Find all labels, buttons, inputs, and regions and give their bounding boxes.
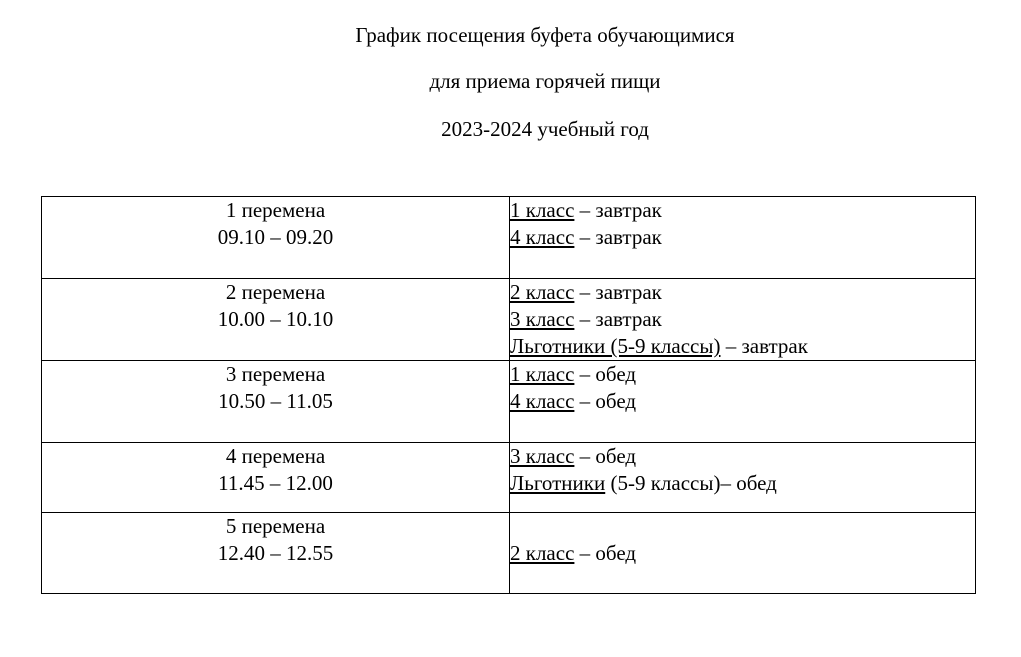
class-group: 1 класс [510, 362, 575, 386]
meal-entry [510, 333, 975, 360]
meal-entry [510, 197, 975, 224]
break-name: 2 перемена [225, 280, 326, 304]
break-cell [42, 279, 510, 361]
meal-entry [510, 388, 975, 415]
break-name: 1 перемена [225, 198, 326, 222]
break-cell [42, 197, 510, 279]
meals-cell [510, 361, 976, 443]
class-group: 3 класс [510, 444, 575, 468]
class-group: 4 класс [510, 225, 575, 249]
break-cell [42, 443, 510, 513]
meal-type: – завтрак [720, 334, 808, 358]
break-time: 10.50 – 11.05 [218, 389, 333, 413]
meals-cell [510, 443, 976, 513]
class-group: 1 класс [510, 198, 575, 222]
table-row [42, 197, 976, 279]
meal-type: – завтрак [574, 280, 662, 304]
break-time: 12.40 – 12.55 [217, 541, 334, 565]
meal-entry [510, 224, 975, 251]
table-row [42, 443, 976, 513]
meal-entry [510, 361, 975, 388]
break-cell [42, 513, 510, 594]
schedule-table [41, 196, 976, 594]
meals-cell [510, 197, 976, 279]
meal-entry [510, 279, 975, 306]
meal-entry [510, 470, 975, 497]
meals-cell [510, 279, 976, 361]
meal-type: – обед [574, 541, 637, 565]
meal-entry [510, 306, 975, 333]
meal-type: (5-9 классы)– обед [605, 471, 777, 495]
class-group: 3 класс [510, 307, 575, 331]
table-row [42, 279, 976, 361]
class-group: 2 класс [510, 541, 575, 565]
break-time: 10.00 – 10.10 [217, 307, 334, 331]
table-row [42, 513, 976, 594]
meal-type: – обед [574, 389, 637, 413]
break-time: 09.10 – 09.20 [217, 225, 334, 249]
document-subtitle: для приема горячей пищи [429, 69, 661, 93]
meal-type: – завтрак [574, 198, 662, 222]
break-name: 3 перемена [225, 362, 326, 386]
document-title: График посещения буфета обучающимися [355, 23, 735, 47]
class-group: Льготники (5-9 классы) [510, 334, 721, 358]
class-group: Льготники [510, 471, 606, 495]
meal-type: – завтрак [574, 225, 662, 249]
meal-entry [510, 540, 975, 567]
break-name: 4 перемена [225, 444, 326, 468]
school-year: 2023-2024 учебный год [441, 117, 649, 141]
meal-type: – обед [574, 444, 637, 468]
class-group: 4 класс [510, 389, 575, 413]
meal-entry [510, 443, 975, 470]
break-time: 11.45 – 12.00 [218, 471, 333, 495]
meal-type: – обед [574, 362, 637, 386]
table-row [42, 361, 976, 443]
meals-cell [510, 513, 976, 594]
meal-type: – завтрак [574, 307, 662, 331]
break-cell [42, 361, 510, 443]
break-name: 5 перемена [225, 514, 326, 538]
class-group: 2 класс [510, 280, 575, 304]
